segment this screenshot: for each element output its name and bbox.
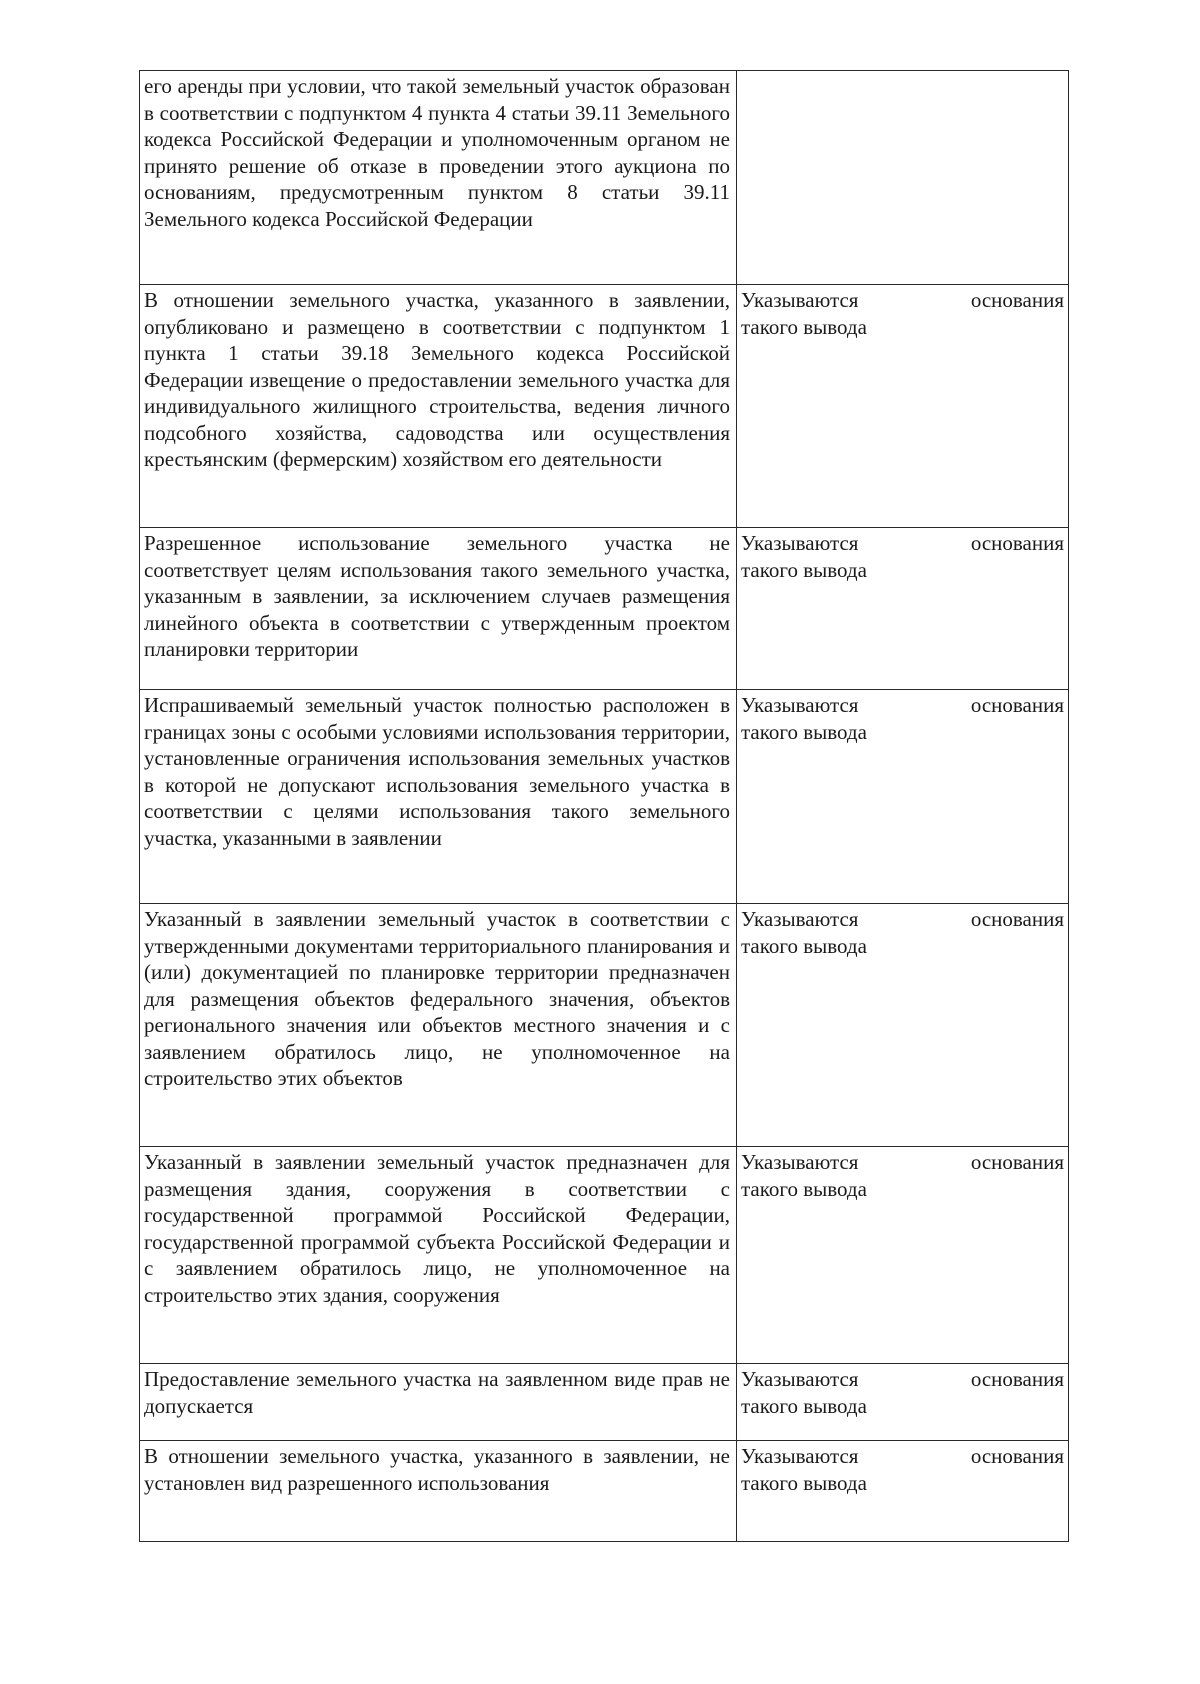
table-row <box>140 1441 1069 1542</box>
ground-text: Разрешенное использование земельного участка не соответствует целям использования такого земельного участка, указанным в заявлении, за исключением случаев размещения линейного объекта в соответствии с утвержденным проектом планировки территории <box>144 531 730 661</box>
note-text <box>737 1147 1068 1204</box>
note-word: Указываются <box>741 1444 859 1468</box>
note-cell <box>737 1441 1069 1542</box>
note-word: основания <box>970 1444 1064 1468</box>
ground-cell <box>140 1147 737 1364</box>
ground-cell <box>140 528 737 690</box>
note-line: такого вывода <box>741 1470 867 1495</box>
table-row <box>140 1364 1069 1441</box>
table-row <box>140 1147 1069 1364</box>
note-text <box>737 71 1068 75</box>
note-word: основания <box>970 693 1064 717</box>
note-line: такого вывода <box>741 1393 867 1418</box>
ground-text: В отношении земельного участка, указанного в заявлении, опубликовано и размещено в соответствии с подпунктом 1 пункта 1 статьи 39.18 Земельного кодекса Российской Федерации извещение о предоставлении земельного участка для индивидуального жилищного строительства, ведения личного подсобного хозяйства, садоводства или осуществления крестьянским (фермерским) хозяйством его деятельности <box>144 288 730 471</box>
note-word: основания <box>970 531 1064 555</box>
note-word: основания <box>970 907 1064 931</box>
note-line: такого вывода <box>741 933 867 958</box>
ground-text: его аренды при условии, что такой земельный участок образован в соответствии с подпунктом 4 пункта 4 статьи 39.11 Земельного кодекса Российской Федерации и уполномоченным органом не принято решение об отказе в проведении этого аукциона по основаниям, предусмотренным пунктом 8 статьи 39.11 Земельного кодекса Российской Федерации <box>144 74 730 231</box>
note-word: основания <box>970 1367 1064 1391</box>
note-cell <box>737 690 1069 904</box>
ground-text: Указанный в заявлении земельный участок в соответствии с утвержденными документами территориального планирования и (или) документацией по планировке территории предназначен для размещения объектов федерального значения, объектов регионального значения или объектов местного значения и с заявлением обратилось лицо, не уполномоченное на строительство этих объектов <box>144 907 730 1090</box>
ground-text: Предоставление земельного участка на заявленном виде прав не допускается <box>144 1367 730 1418</box>
note-cell <box>737 528 1069 690</box>
ground-cell <box>140 1364 737 1441</box>
table-row <box>140 528 1069 690</box>
ground-cell <box>140 71 737 285</box>
table-row <box>140 904 1069 1147</box>
ground-cell <box>140 904 737 1147</box>
note-cell <box>737 1364 1069 1441</box>
ground-cell <box>140 1441 737 1542</box>
ground-cell <box>140 285 737 528</box>
note-line: такого вывода <box>741 314 867 339</box>
table-row <box>140 285 1069 528</box>
ground-cell <box>140 690 737 904</box>
note-line: такого вывода <box>741 557 867 582</box>
note-text <box>737 690 1068 747</box>
table-row <box>140 71 1069 285</box>
refusal-grounds-table <box>139 70 1069 1542</box>
note-word: основания <box>970 1150 1064 1174</box>
note-word: Указываются <box>741 1367 859 1391</box>
note-word: Указываются <box>741 1150 859 1174</box>
note-word: Указываются <box>741 907 859 931</box>
note-line: такого вывода <box>741 719 867 744</box>
table-row <box>140 690 1069 904</box>
note-line: такого вывода <box>741 1176 867 1201</box>
note-text <box>737 1441 1068 1498</box>
ground-text: Испрашиваемый земельный участок полностью расположен в границах зоны с особыми условиями использования территории, установленные ограничения использования земельных участков в которой не допускают использования земельного участка в соответствии с целями использования такого земельного участка, указанными в заявлении <box>144 693 730 850</box>
note-text <box>737 528 1068 585</box>
ground-text: В отношении земельного участка, указанного в заявлении, не установлен вид разрешенного использования <box>144 1444 730 1495</box>
note-text <box>737 904 1068 961</box>
note-word: Указываются <box>741 288 859 312</box>
note-text <box>737 1364 1068 1421</box>
note-cell <box>737 904 1069 1147</box>
note-cell <box>737 1147 1069 1364</box>
note-cell <box>737 71 1069 285</box>
ground-text: Указанный в заявлении земельный участок предназначен для размещения здания, сооружения в соответствии с государственной программой Российской Федерации, государственной программой субъекта Российской Федерации и с заявлением обратилось лицо, не уполномоченное на строительство этих здания, сооружения <box>144 1150 730 1307</box>
note-word: основания <box>970 288 1064 312</box>
note-word: Указываются <box>741 531 859 555</box>
note-word: Указываются <box>741 693 859 717</box>
note-text <box>737 285 1068 342</box>
note-cell <box>737 285 1069 528</box>
